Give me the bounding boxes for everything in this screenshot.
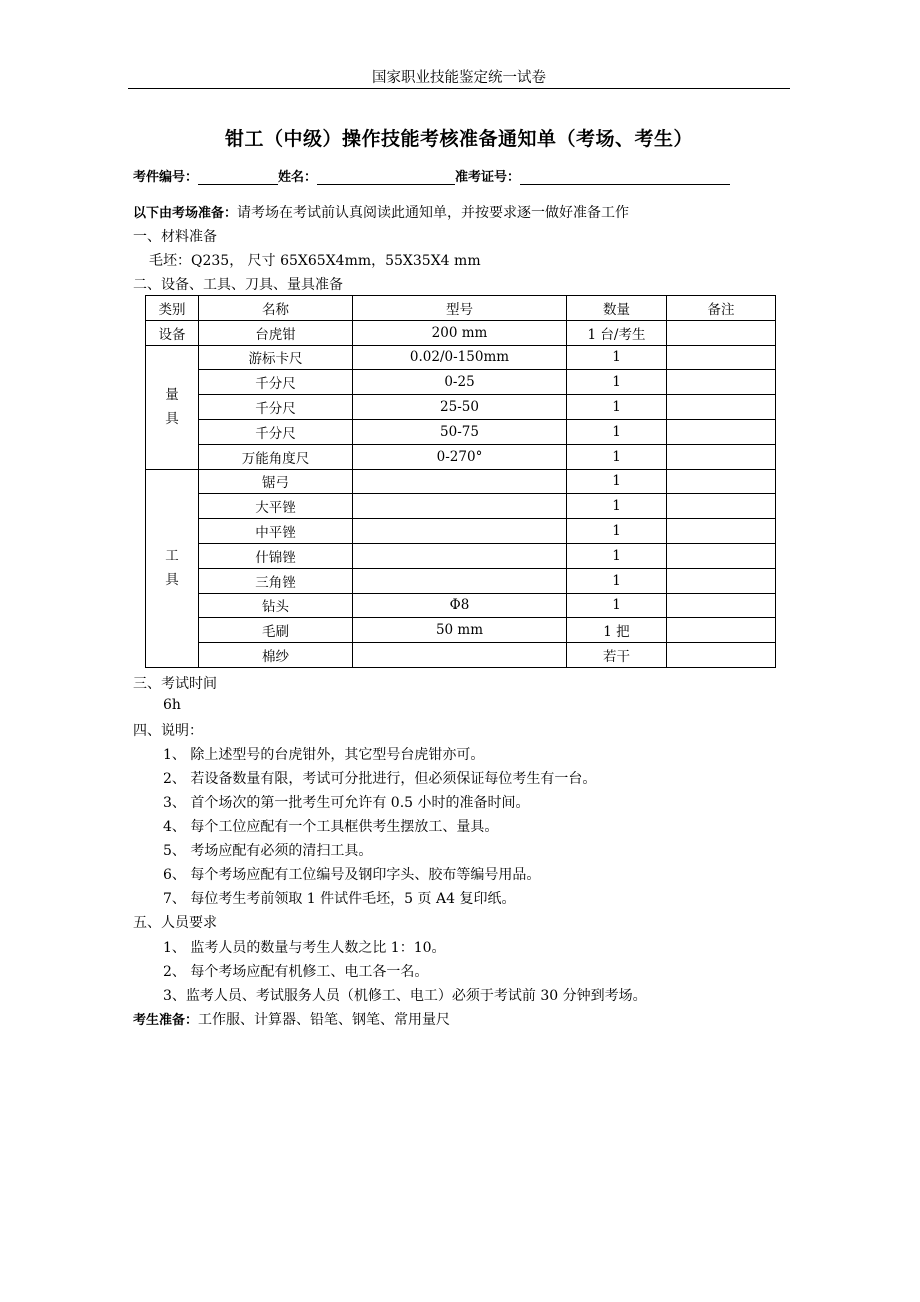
table-row — [146, 543, 776, 568]
header-cell: 类别 — [146, 296, 199, 321]
note-item: 3、 首个场次的第一批考生可允许有 0.5 小时的准备时间。 — [163, 795, 530, 811]
item-qty: 1 把 — [567, 618, 667, 643]
note-item: 1、 除上述型号的台虎钳外，其它型号台虎钳亦可。 — [163, 747, 485, 763]
header-cell: 名称 — [199, 296, 353, 321]
section3-content: 6h — [163, 697, 181, 713]
item-name: 游标卡尺 — [199, 345, 353, 370]
candidate-prep-label: 考生准备： — [133, 1013, 199, 1028]
header-cell: 型号 — [353, 296, 567, 321]
table-row — [146, 618, 776, 643]
item-qty: 若干 — [567, 643, 667, 668]
item-note — [667, 469, 776, 494]
note-item: 5、 考场应配有必须的清扫工具。 — [163, 843, 373, 859]
item-name: 什锦锉 — [199, 543, 353, 568]
note-item: 7、 每位考生考前领取 1 件试件毛坯，5 页 A4 复印纸。 — [163, 891, 516, 907]
section2-heading: 二、设备、工具、刀具、量具准备 — [133, 277, 343, 293]
table-row — [146, 593, 776, 618]
staff-item: 3、监考人员、考试服务人员（机修工、电工）必须于考试前 30 分钟到考场。 — [163, 988, 647, 1004]
venue-prep-text: 请考场在考试前认真阅读此通知单，并按要求逐一做好准备工作 — [237, 205, 630, 221]
item-note — [667, 444, 776, 469]
venue-prep-line — [133, 202, 629, 222]
cert-label: 准考证号： — [455, 170, 521, 185]
item-qty: 1 — [567, 345, 667, 370]
item-model: 0-25 — [353, 370, 567, 395]
item-name: 大平锉 — [199, 494, 353, 519]
item-note — [667, 419, 776, 444]
item-model: 25-50 — [353, 395, 567, 420]
section1-heading: 一、材料准备 — [133, 229, 217, 245]
category-char: 具 — [165, 572, 179, 589]
name-label: 姓名： — [278, 170, 318, 185]
table-row — [146, 494, 776, 519]
item-note — [667, 395, 776, 420]
category-char: 工 — [165, 548, 179, 565]
category-measure — [146, 345, 199, 469]
table-row — [146, 395, 776, 420]
item-qty: 1 台/考生 — [567, 320, 667, 345]
item-model — [353, 543, 567, 568]
name-field[interactable] — [317, 169, 455, 185]
item-model: 0.02/0-150mm — [353, 345, 567, 370]
item-model — [353, 643, 567, 668]
table-row — [146, 444, 776, 469]
item-qty: 1 — [567, 419, 667, 444]
staff-item: 2、 每个考场应配有机修工、电工各一名。 — [163, 964, 429, 980]
item-model: Φ8 — [353, 593, 567, 618]
item-name: 毛刷 — [199, 618, 353, 643]
item-note — [667, 494, 776, 519]
item-note — [667, 320, 776, 345]
equipment-table — [145, 295, 776, 668]
item-name: 三角锉 — [199, 568, 353, 593]
item-model: 50-75 — [353, 419, 567, 444]
item-name: 千分尺 — [199, 395, 353, 420]
item-note — [667, 345, 776, 370]
item-model — [353, 494, 567, 519]
item-qty: 1 — [567, 370, 667, 395]
item-name: 钻头 — [199, 593, 353, 618]
category-tools — [146, 469, 199, 667]
table-header-row — [146, 296, 776, 321]
item-qty: 1 — [567, 519, 667, 544]
section3-heading: 三、考试时间 — [133, 676, 217, 692]
id-fields-row — [133, 166, 730, 185]
header-rule — [128, 88, 790, 89]
item-model — [353, 568, 567, 593]
item-name: 万能角度尺 — [199, 444, 353, 469]
item-name: 中平锉 — [199, 519, 353, 544]
candidate-prep-line — [133, 1009, 450, 1029]
section5-heading: 五、人员要求 — [133, 915, 217, 931]
part-no-field[interactable] — [198, 169, 278, 185]
note-item: 4、 每个工位应配有一个工具框供考生摆放工、量具。 — [163, 819, 499, 835]
item-model: 0-270° — [353, 444, 567, 469]
item-name: 千分尺 — [199, 370, 353, 395]
note-item: 6、 每个考场应配有工位编号及钢印字头、胶布等编号用品。 — [163, 867, 541, 883]
item-model: 200 mm — [353, 320, 567, 345]
item-qty: 1 — [567, 593, 667, 618]
item-model: 50 mm — [353, 618, 567, 643]
item-name: 棉纱 — [199, 643, 353, 668]
category-char: 具 — [165, 411, 179, 428]
table-row — [146, 370, 776, 395]
item-note — [667, 519, 776, 544]
section4-heading: 四、说明： — [133, 723, 203, 739]
category-char: 量 — [165, 387, 179, 404]
item-note — [667, 543, 776, 568]
header-cell: 数量 — [567, 296, 667, 321]
item-qty: 1 — [567, 444, 667, 469]
item-qty: 1 — [567, 395, 667, 420]
item-name: 台虎钳 — [199, 320, 353, 345]
table-row — [146, 345, 776, 370]
category-device: 设备 — [146, 320, 199, 345]
item-qty: 1 — [567, 543, 667, 568]
item-note — [667, 593, 776, 618]
staff-item: 1、 监考人员的数量与考生人数之比 1：10。 — [163, 940, 446, 956]
document-title: 钳工（中级）操作技能考核准备通知单（考场、考生） — [224, 128, 693, 150]
section1-content: 毛坯：Q235， 尺寸 65X65X4mm，55X35X4 mm — [149, 253, 481, 269]
venue-prep-label: 以下由考场准备： — [133, 206, 238, 221]
item-note — [667, 568, 776, 593]
item-model — [353, 519, 567, 544]
item-name: 锯弓 — [199, 469, 353, 494]
item-note — [667, 643, 776, 668]
part-no-label: 考件编号： — [133, 170, 199, 185]
table-row — [146, 419, 776, 444]
note-item: 2、 若设备数量有限，考试可分批进行，但必须保证每位考生有一台。 — [163, 771, 597, 787]
item-qty: 1 — [567, 568, 667, 593]
cert-field[interactable] — [520, 169, 730, 185]
table-row — [146, 643, 776, 668]
page-header: 国家职业技能鉴定统一试卷 — [372, 70, 546, 86]
item-note — [667, 370, 776, 395]
item-model — [353, 469, 567, 494]
item-name: 千分尺 — [199, 419, 353, 444]
item-note — [667, 618, 776, 643]
table-row — [146, 469, 776, 494]
table-row — [146, 568, 776, 593]
item-qty: 1 — [567, 469, 667, 494]
item-qty: 1 — [567, 494, 667, 519]
candidate-prep-text: 工作服、计算器、铅笔、钢笔、常用量尺 — [198, 1012, 451, 1028]
table-row — [146, 320, 776, 345]
header-cell: 备注 — [667, 296, 776, 321]
table-row — [146, 519, 776, 544]
